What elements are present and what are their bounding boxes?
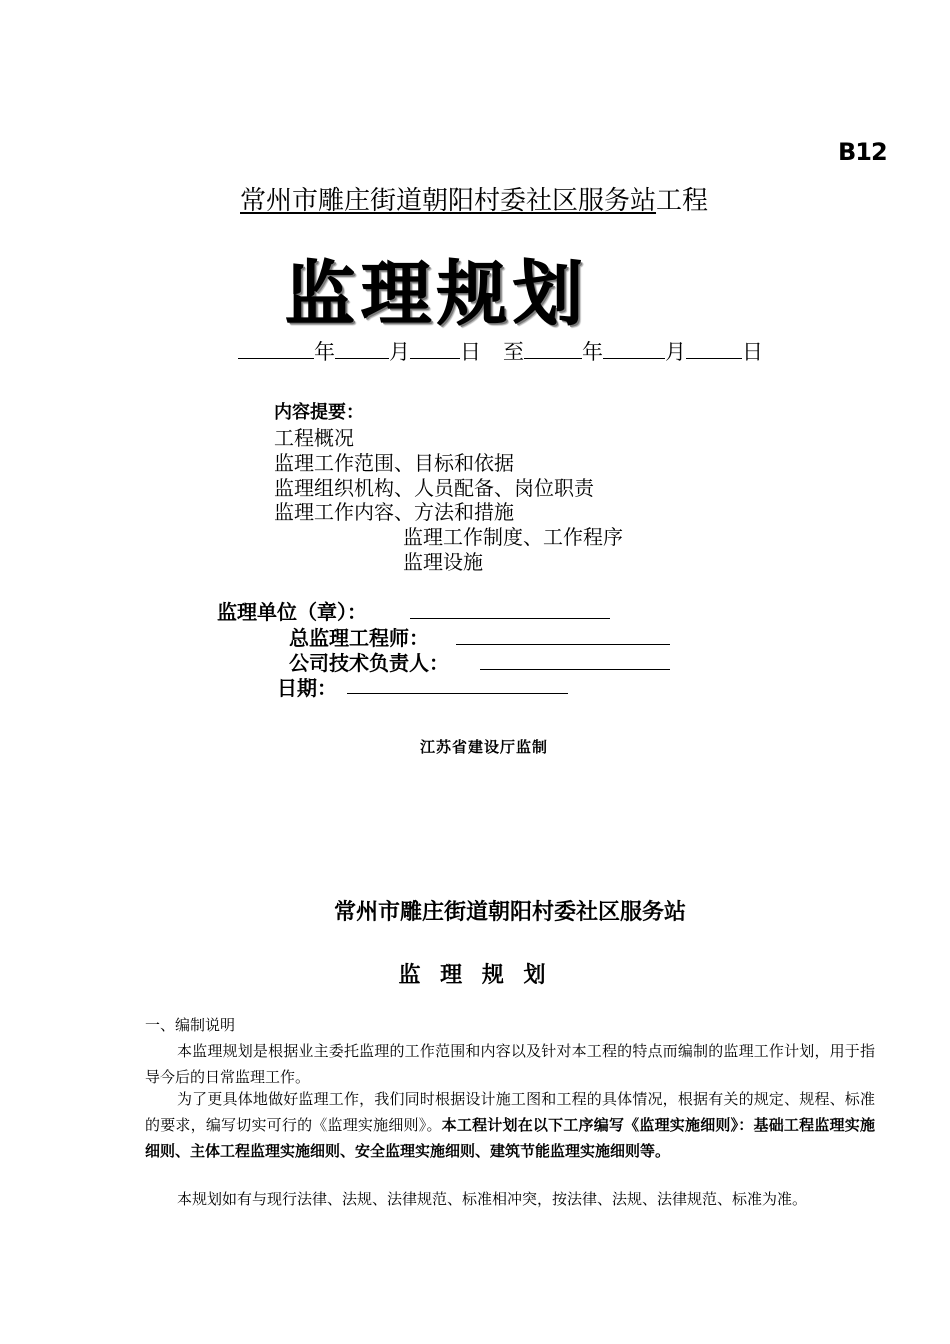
year-blank-2[interactable] [524, 340, 582, 359]
contents-item: 工程概况 [274, 426, 354, 450]
contents-item: 监理设施 [403, 550, 483, 574]
project-suffix: 工程 [656, 186, 709, 216]
paragraph-3: 本规划如有与现行法律、法规、法律规范、标准相冲突，按法律、法规、法律规范、标准为准。 [177, 1190, 808, 1208]
issuer-label: 江苏省建设厅监制 [420, 738, 549, 756]
month-label-1: 月 [389, 340, 410, 364]
date-field[interactable] [347, 693, 568, 694]
main-title: 监理规划 [285, 253, 589, 335]
project-name: 常州市雕庄街道朝阳村委社区服务站 [240, 186, 657, 216]
paragraph-2 [145, 1086, 875, 1164]
contents-item: 监理组织机构、人员配备、岗位职责 [274, 476, 594, 500]
year-label-2: 年 [582, 340, 603, 364]
day-blank-2[interactable] [686, 340, 742, 359]
month-blank-1[interactable] [335, 340, 389, 359]
body-subtitle: 监 理 规 划 [398, 963, 552, 988]
month-blank-2[interactable] [603, 340, 665, 359]
year-blank-1[interactable] [238, 340, 314, 359]
tech-lead-label: 公司技术负责人： [289, 651, 449, 675]
date-range-line [238, 336, 763, 366]
contents-item: 监理工作制度、工作程序 [403, 525, 623, 549]
paragraph-2-bold: 本工程计划在以下工序编写《监理实施细则》：基础工程监理实施细则、主体工程监理实施细则、安全监理实施细则、建筑节能监理实施细则等。 [145, 1116, 875, 1160]
day-blank-1[interactable] [410, 340, 460, 359]
day-label-2: 日 [742, 340, 763, 364]
date-label: 日期： [277, 676, 337, 700]
form-code: B12 [838, 138, 887, 166]
year-label-1: 年 [314, 340, 335, 364]
tech-lead-field[interactable] [480, 669, 670, 670]
day-label-1: 日 [460, 340, 481, 364]
contents-item: 监理工作内容、方法和措施 [274, 500, 514, 524]
month-label-2: 月 [665, 340, 686, 364]
project-name-line [240, 180, 780, 217]
section-heading: 一、编制说明 [145, 1016, 236, 1034]
paragraph-1: 本监理规划是根据业主委托监理的工作范围和内容以及针对本工程的特点而编制的监理工作计划，用于指导今后的日常监理工作。 [145, 1042, 875, 1086]
to-label: 至 [503, 340, 524, 364]
chief-engineer-field[interactable] [456, 644, 670, 645]
contents-heading: 内容提要： [274, 402, 364, 423]
contents-item: 监理工作范围、目标和依据 [274, 451, 514, 475]
body-title: 常州市雕庄街道朝阳村委社区服务站 [333, 900, 686, 925]
supervision-unit-field[interactable] [410, 618, 610, 619]
paragraph-2-normal: 为了更具体地做好监理工作，我们同时根据设计施工图和工程的具体情况，根据有关的规定、规程、标准的要求，编写切实可行的《监理实施细则》。 [145, 1090, 875, 1134]
supervision-unit-label: 监理单位（章）： [217, 600, 367, 624]
chief-engineer-label: 总监理工程师： [289, 626, 429, 650]
